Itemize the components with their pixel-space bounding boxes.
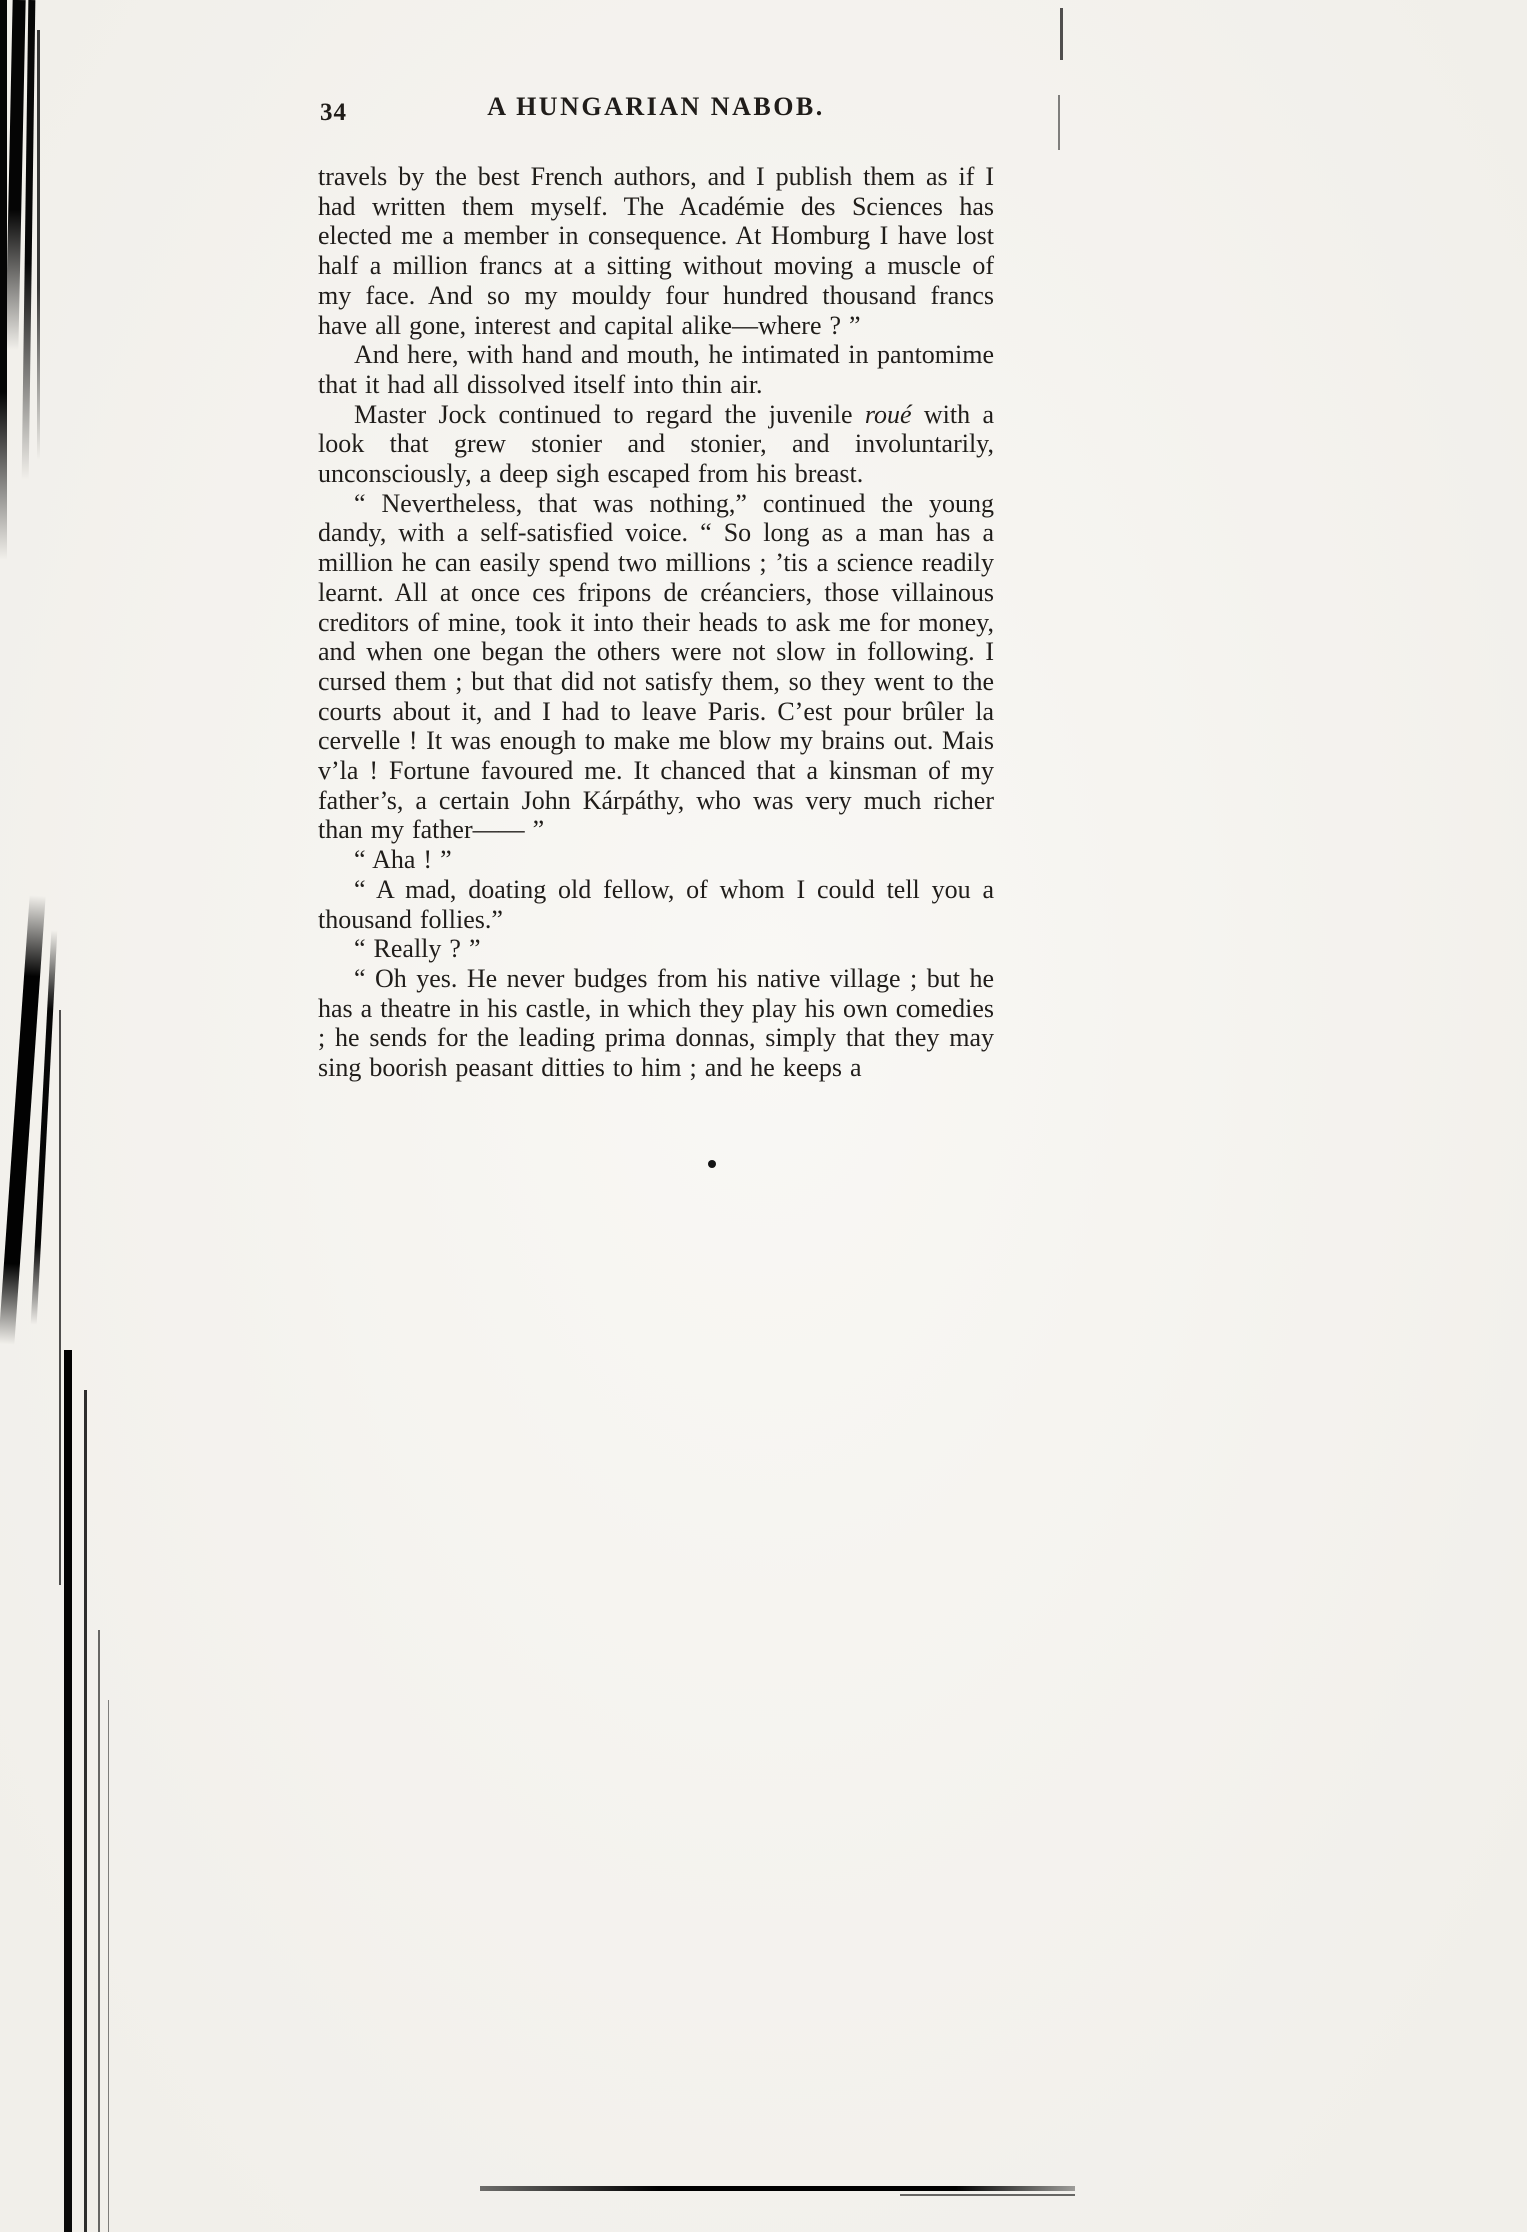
body-text: Master Jock continued to regard the juvenile bbox=[354, 399, 865, 429]
paragraph bbox=[318, 964, 994, 1083]
body-text: “ Nevertheless, that was nothing,” continued the young dandy, with a self-satisfied voice. “ So long as a man has a million he can easily spend two millions ; ’tis a science readily learnt. All at once ces fripons de créanciers, those villainous creditors of mine, took it into their heads to ask me for money, and when one began the others were not slow in following. I cursed them ; but that did not satisfy them, so they went to the courts about it, and I had to leave Paris. C’est pour brûler la cervelle ! It was enough to make me blow my brains out. Mais v’la ! Fortune favoured me. It chanced that a kinsman of my father’s, a certain John Kárpáthy, who was very much richer than my father—— ” bbox=[318, 488, 994, 845]
paragraph bbox=[318, 934, 994, 964]
scan-artifact-left-edge bbox=[0, 0, 7, 560]
body-text: with a look that grew stonier and stonier, and involuntarily, unconsciously, a deep sigh escaped from his breast. bbox=[318, 399, 994, 489]
body-text: “ Aha ! ” bbox=[354, 845, 452, 875]
paragraph bbox=[318, 340, 994, 399]
body-text: “ Really ? ” bbox=[354, 934, 481, 964]
page-title: A HUNGARIAN NABOB. bbox=[487, 92, 825, 121]
scan-artifact-left-edge bbox=[37, 30, 40, 460]
scan-artifact-left-scratch bbox=[0, 895, 46, 1345]
paragraph bbox=[318, 845, 994, 875]
paragraph bbox=[318, 162, 994, 340]
scan-artifact-left-scratch bbox=[31, 930, 58, 1325]
scan-artifact-right-tick bbox=[1058, 95, 1060, 150]
scan-artifact-left-edge bbox=[22, 0, 36, 480]
scan-artifact-bottom-line bbox=[900, 2194, 1075, 2196]
italic-text: roué bbox=[864, 399, 912, 429]
scan-artifact-bottom-left bbox=[108, 1700, 109, 2232]
page-number: 34 bbox=[320, 99, 347, 126]
scan-artifact-left-edge bbox=[5, 0, 25, 350]
paragraph bbox=[318, 489, 994, 845]
scan-artifact-bottom-left bbox=[64, 1350, 72, 2232]
page-header bbox=[318, 92, 994, 132]
scan-artifact-bottom-left bbox=[84, 1390, 87, 2232]
page-body bbox=[318, 162, 994, 1083]
scan-artifact-bottom-left bbox=[98, 1630, 100, 2232]
paragraph bbox=[318, 875, 994, 934]
scan-artifact-left-line bbox=[59, 1010, 61, 1585]
text-block bbox=[318, 92, 994, 1083]
body-text: And here, with hand and mouth, he intimated in pantomime that it had all dissolved itself into thin air. bbox=[318, 340, 994, 399]
scan-artifact-right-tick bbox=[1060, 8, 1063, 60]
scan-artifact-ink-dot bbox=[708, 1160, 716, 1168]
paragraph bbox=[318, 400, 994, 489]
scan-artifact-bottom-line bbox=[480, 2186, 1075, 2191]
body-text: “ Oh yes. He never budges from his native village ; but he has a theatre in his castle, in which they play his own comedies ; he sends for the leading prima donnas, simply that they may sing boorish peasant ditties to him ; and he keeps a bbox=[318, 963, 994, 1083]
body-text: travels by the best French authors, and I publish them as if I had written them myself. The Académie des Sciences has elected me a member in consequence. At Homburg I have lost half a million francs at a sitting without moving a muscle of my face. And so my mouldy four hundred thousand francs have all gone, interest and capital alike—where ? ” bbox=[318, 162, 994, 340]
body-text: “ A mad, doating old fellow, of whom I could tell you a thousand follies.” bbox=[318, 874, 994, 934]
